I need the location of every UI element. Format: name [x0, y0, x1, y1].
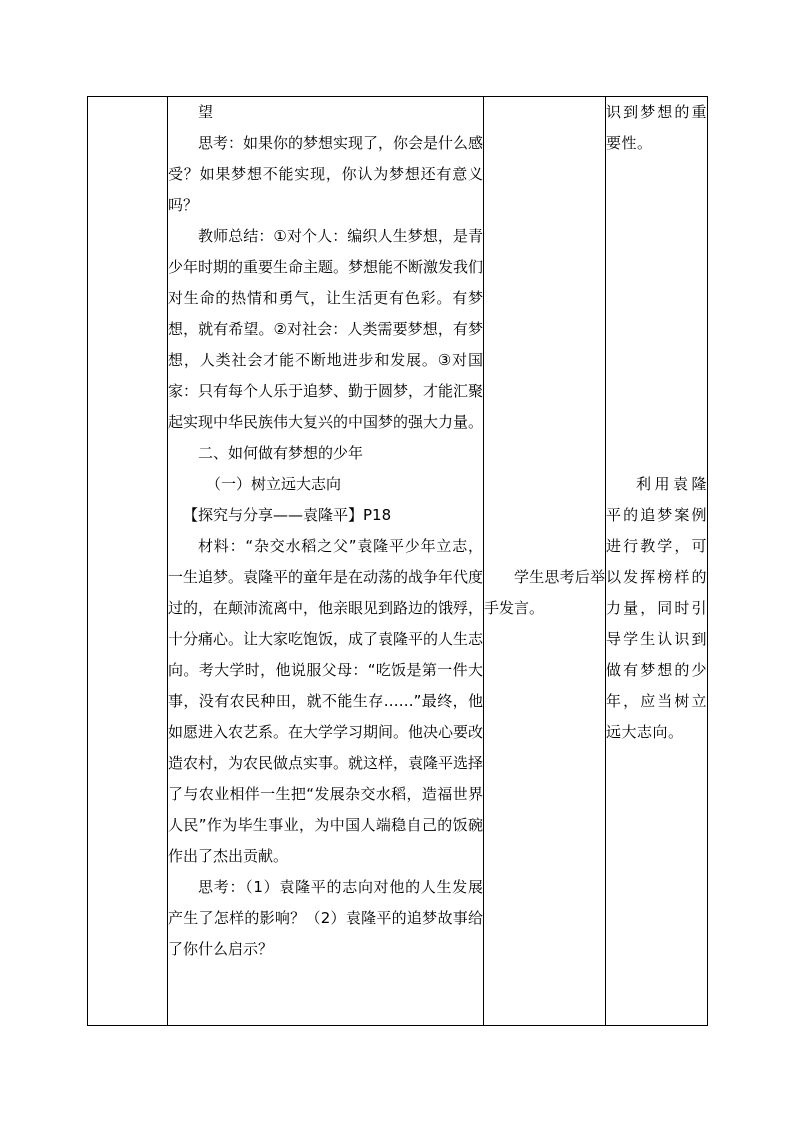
- segment-cell: [88, 97, 168, 1026]
- teaching-process-cell: [168, 97, 484, 1026]
- lesson-plan-table: [87, 96, 708, 1026]
- paragraph-question-yuan: 思考：（1）袁隆平的志向对他的人生发展产生了怎样的影响？（2）袁隆平的追梦故事给了你什么启示？: [168, 878, 483, 958]
- student-activity-cell: [484, 97, 606, 1026]
- subsection-heading: （一）树立远大志向: [206, 475, 342, 493]
- paragraph-teacher-summary: 教师总结：①对个人：编织人生梦想，是青少年时期的重要生命主题。梦想能不断激发我们对生命的热情和勇气，让生活更有色彩。有梦想，就有希望。②对社会：人类需要梦想，有梦想，人类社会才能不断地进步和发展。③对国家：只有每个人乐于追梦、勤于圆梦，才能汇聚起实现中华民族伟大复兴的中国梦的强大力量。: [168, 227, 484, 431]
- design-intent-cell: [606, 97, 708, 1026]
- paragraph-question-dream: 思考：如果你的梦想实现了，你会是什么感受？如果梦想不能实现，你认为梦想还有意义吗？: [168, 134, 484, 214]
- paragraph-material: 材料：“杂交水稻之父”袁隆平少年立志，一生追梦。袁隆平的童年是在动荡的战争年代度过的，在颠沛流离中，他亲眼见到路边的饿殍，十分痛心。让大家吃饱饭，成了袁隆平的人生志向。考大学时，他说服父母：“吃饭是第一件大事，没有农民种田，就不能生存……”最终，他如愿进入农艺系。在大学学习期间。他决心要改造农村，为农民做点实事。就这样，袁隆平选择了与农业相伴一生把“发展杂交水稻，造福世界人民”作为毕生事业，为中国人端稳自己的饭碗作出了杰出贡献。: [168, 537, 484, 865]
- explore-share-heading: 【探究与分享——袁隆平】P18: [183, 506, 392, 524]
- design-intent-top: 识到梦想的重要性。: [606, 103, 707, 152]
- section-heading: 二、如何做有梦想的少年: [198, 444, 364, 462]
- student-activity-text: 学生思考后举手发言。: [484, 568, 605, 617]
- design-intent-bottom: 利用袁隆平的追梦案例进行教学，可以发挥榜样的力量，同时引导学生认识到做有梦想的少年，应当树立远大志向。: [606, 475, 707, 741]
- paragraph-continuation: 望: [198, 103, 214, 121]
